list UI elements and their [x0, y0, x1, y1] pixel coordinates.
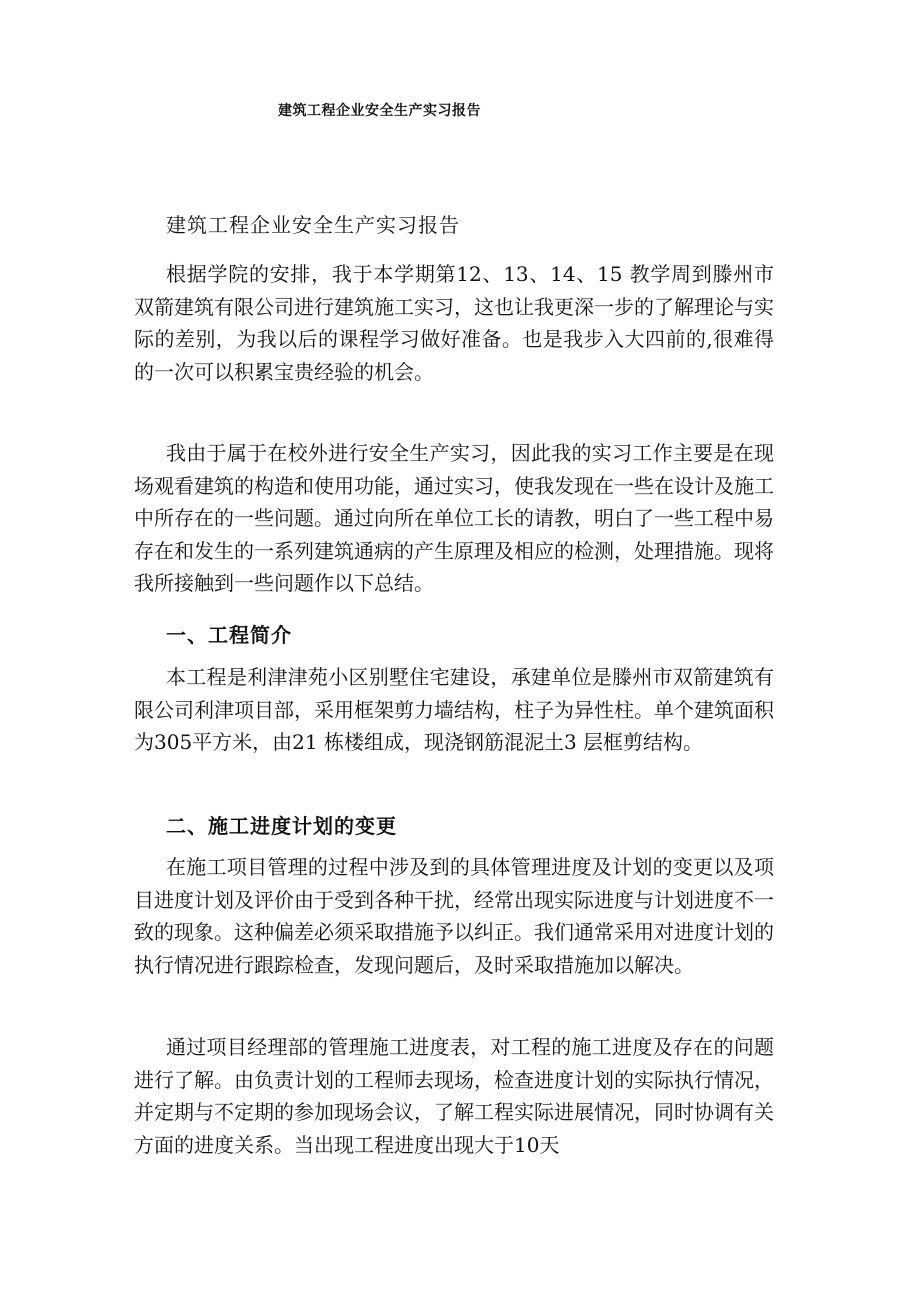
document-title: 建筑工程企业安全生产实习报告 — [166, 213, 460, 237]
second-paragraph: 我由于属于在校外进行安全生产实习，因此我的实习工作主要是在现场观看建筑的构造和使用功能，通过实习，使我发现在一些在设计及施工中所存在的一些问题。通过向所在单位工长的请教，明白了一些工程中易存在和发生的一系列建筑通病的产生原理及相应的检测，处理措施。现将我所接触到一些问题作以下总结。 — [134, 441, 774, 595]
section1-paragraph: 本工程是利津津苑小区别墅住宅建设，承建单位是滕州市双箭建筑有限公司利津项目部，采用框架剪力墙结构，柱子为异性柱。单个建筑面积为305平方米，由21 栋楼组成，现浇钢筋混泥土3 层框剪结构。 — [134, 665, 774, 754]
intro-paragraph: 根据学院的安排，我于本学期第12、13、14、15 教学周到滕州市双箭建筑有限公司进行建筑施工实习，这也让我更深一步的了解理论与实际的差别，为我以后的课程学习做好准备。也是我步入大四前的,很难得的一次可以积累宝贵经验的机会。 — [134, 262, 774, 384]
section2-paragraph-1: 在施工项目管理的过程中涉及到的具体管理进度及计划的变更以及项目进度计划及评价由于受到各种干扰，经常出现实际进度与计划进度不一致的现象。这种偏差必须采取措施予以纠正。我们通常采用对进度计划的执行情况进行跟踪检查，发现问题后，及时采取措施加以解决。 — [134, 855, 774, 977]
section2-heading: 二、施工进度计划的变更 — [166, 814, 397, 838]
running-header-title: 建筑工程企业安全生产实习报告 — [278, 103, 481, 119]
section2-paragraph-2: 通过项目经理部的管理施工进度表，对工程的施工进度及存在的问题进行了解。由负责计划的工程师去现场，检查进度计划的实际执行情况，并定期与不定期的参加现场会议，了解工程实际进展情况，同时协调有关方面的进度关系。当出现工程进度出现大于10天 — [134, 1035, 774, 1157]
section1-heading: 一、工程简介 — [166, 623, 292, 647]
